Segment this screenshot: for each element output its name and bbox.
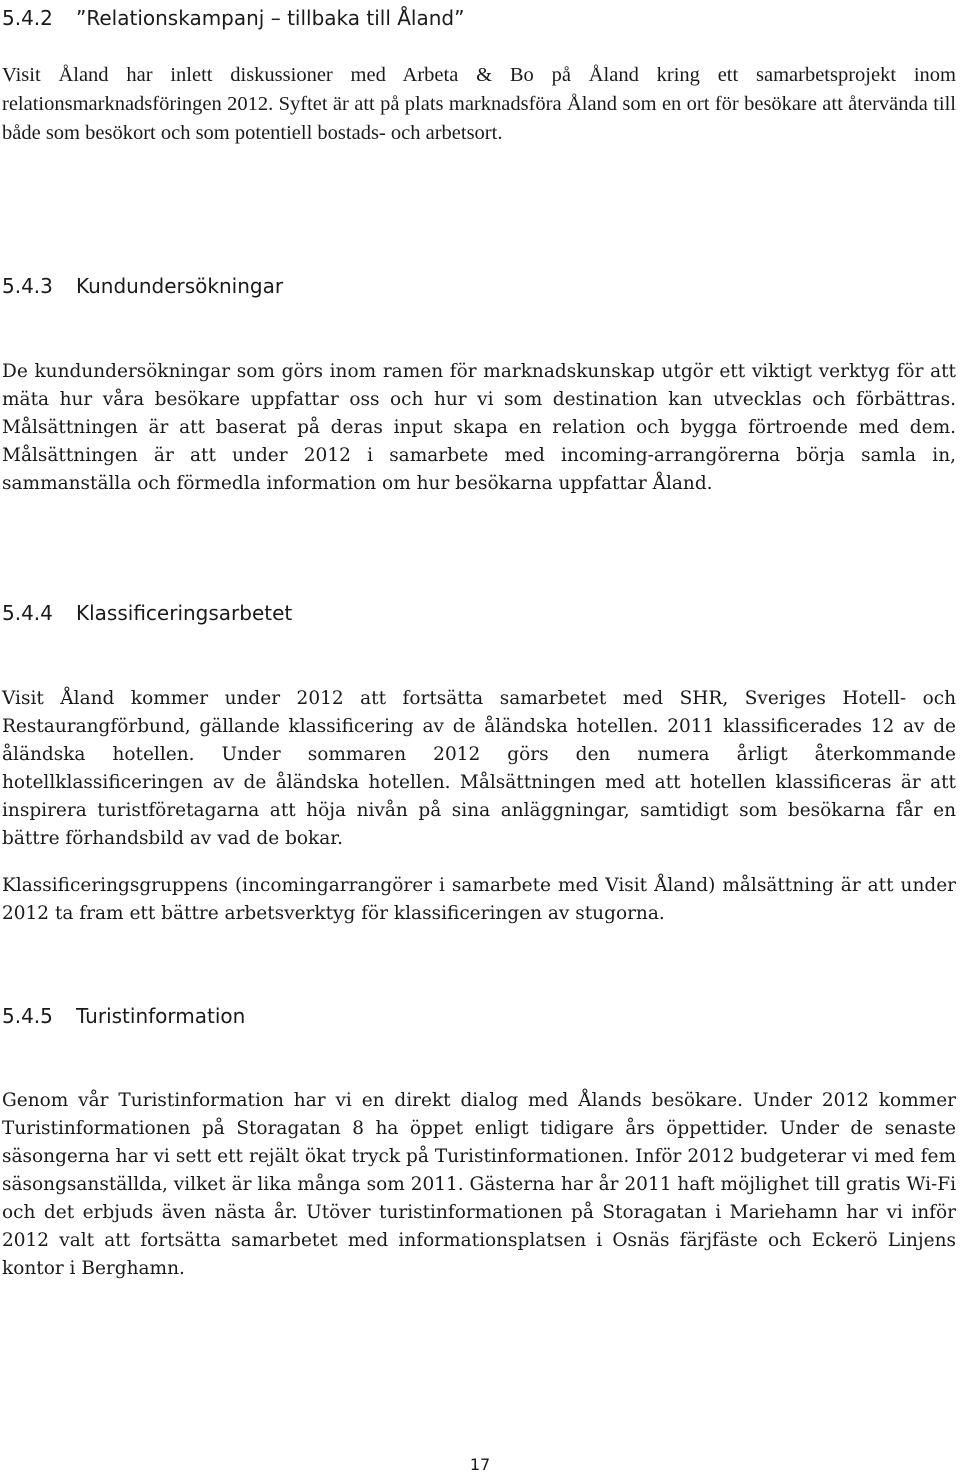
- section-title: Turistinformation: [76, 1004, 246, 1028]
- page-number: 17: [469, 1455, 491, 1474]
- body-paragraph: Visit Åland kommer under 2012 att fortsätta samarbetet med SHR, Sveriges Hotell- och Restaurangförbund, gällande klassificering av de åländska hotellen. 2011 klassificerades 12 av de åländska hotellen. Under sommaren 2012 görs den numera årligt återkommande hotellklassificeringen av de åländska hotellen. Målsättningen med att hotellen klassificeras är att inspirera turistföretagarna att höja nivån på sina anläggningar, samtidigt som besökarna får en bättre förhandsbild av vad de bokar.: [2, 688, 956, 849]
- section-heading: [2, 1002, 245, 1030]
- section-number: 5.4.3: [2, 274, 53, 298]
- section-heading: [2, 4, 464, 32]
- section-title: ”Relationskampanj – tillbaka till Åland”: [76, 6, 465, 30]
- section-number: 5.4.5: [2, 1004, 53, 1028]
- body-paragraph: De kundundersökningar som görs inom ramen för marknadskunskap utgör ett viktigt verktyg för att mäta hur våra besökare uppfattar oss och hur vi som destination kan utvecklas och förbättras. Målsättningen är att baserat på deras input skapa en relation och bygga förtroende med dem. Målsättningen är att under 2012 i samarbete med incoming-arrangörerna börja samla in, sammanställa och förmedla information om hur besökarna uppfattar Åland.: [2, 361, 956, 494]
- body-paragraph: Genom vår Turistinformation har vi en direkt dialog med Ålands besökare. Under 2012 kommer Turistinformationen på Storagatan 8 ha öppet enligt tidigare års öppettider. Under de senaste säsongerna har vi sett ett rejält ökat tryck på Turistinformationen. Inför 2012 budgeterar vi med fem säsongsanställda, vilket är lika många som 2011. Gästerna har år 2011 haft möjlighet till gratis Wi-Fi och det erbjuds även nästa år. Utöver turistinformationen på Storagatan i Mariehamn har vi inför 2012 valt att fortsätta samarbetet med informationsplatsen i Osnäs färjfäste och Eckerö Linjens kontor i Berghamn.: [2, 1090, 956, 1279]
- section-title: Klassificeringsarbetet: [76, 601, 293, 625]
- section-heading: [2, 272, 283, 300]
- section-heading: [2, 599, 292, 627]
- body-paragraph: Klassificeringsgruppens (incomingarrangörer i samarbete med Visit Åland) målsättning är att under 2012 ta fram ett bättre arbetsverktyg för klassificeringen av stugorna.: [2, 875, 956, 924]
- body-paragraph: Visit Åland har inlett diskussioner med Arbeta & Bo på Åland kring ett samarbetsprojekt inom relationsmarknadsföringen 2012. Syftet är att på plats marknadsföra Åland som en ort för besökare att återvända till både som besökort och som potentiell bostads- och arbetsort.: [2, 64, 956, 144]
- section-title: Kundundersökningar: [76, 274, 284, 298]
- section-number: 5.4.4: [2, 601, 53, 625]
- section-number: 5.4.2: [2, 6, 53, 30]
